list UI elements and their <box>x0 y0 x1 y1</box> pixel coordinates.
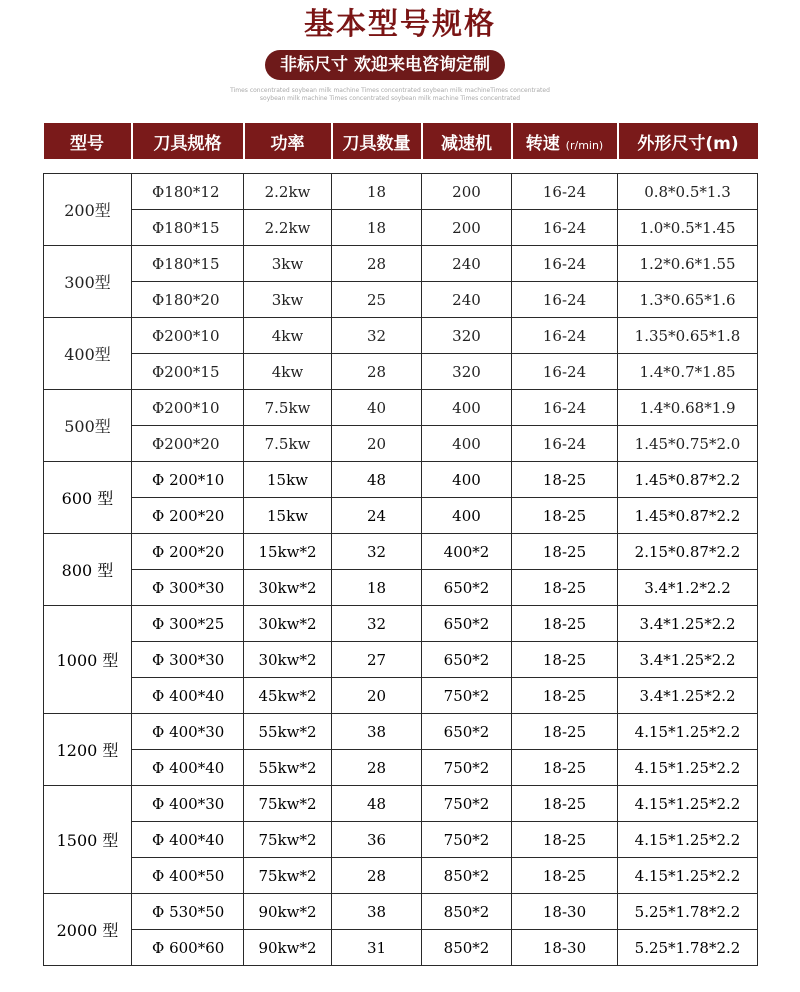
knife-spec-cell: Φ 200*10 <box>132 462 244 498</box>
knife-spec-cell: Φ200*15 <box>132 354 244 390</box>
dimensions-cell: 3.4*1.25*2.2 <box>618 642 758 678</box>
reducer-cell: 320 <box>422 318 512 354</box>
knife-spec-cell: Φ200*10 <box>132 318 244 354</box>
header-cell-model: 型号 <box>44 123 132 159</box>
power-cell: 90kw*2 <box>244 930 332 966</box>
power-cell: 2.2kw <box>244 174 332 210</box>
table-row <box>44 750 758 786</box>
dimensions-cell: 4.15*1.25*2.2 <box>618 714 758 750</box>
speed-cell: 16-24 <box>512 246 618 282</box>
knife-spec-cell: Φ 300*30 <box>132 570 244 606</box>
spec-table-header <box>44 123 758 174</box>
power-cell: 30kw*2 <box>244 570 332 606</box>
speed-cell: 18-25 <box>512 498 618 534</box>
speed-cell: 16-24 <box>512 318 618 354</box>
reducer-cell: 850*2 <box>422 930 512 966</box>
dimensions-cell: 4.15*1.25*2.2 <box>618 786 758 822</box>
watermark-line-2: soybean milk machine Times concentrated soybean milk machine Times concentrated <box>259 95 521 102</box>
reducer-cell: 850*2 <box>422 894 512 930</box>
power-cell: 3kw <box>244 246 332 282</box>
speed-label: 转速 <box>525 133 560 154</box>
knife-spec-cell: Φ200*20 <box>132 426 244 462</box>
speed-cell: 18-25 <box>512 462 618 498</box>
reducer-cell: 750*2 <box>422 678 512 714</box>
knife-spec-cell: Φ 600*60 <box>132 930 244 966</box>
reducer-cell: 200 <box>422 210 512 246</box>
model-cell: 800 型 <box>44 534 132 606</box>
power-cell: 75kw*2 <box>244 822 332 858</box>
power-cell: 4kw <box>244 354 332 390</box>
reducer-cell: 400*2 <box>422 534 512 570</box>
speed-cell: 18-25 <box>512 678 618 714</box>
dimensions-cell: 1.45*0.87*2.2 <box>618 462 758 498</box>
speed-cell: 18-25 <box>512 714 618 750</box>
reducer-cell: 240 <box>422 246 512 282</box>
header-cell-speed <box>512 123 618 159</box>
table-row <box>44 534 758 570</box>
speed-cell: 16-24 <box>512 426 618 462</box>
knife-count-cell: 40 <box>332 390 422 426</box>
model-cell: 200型 <box>44 174 132 246</box>
dimensions-cell: 1.4*0.7*1.85 <box>618 354 758 390</box>
table-row <box>44 714 758 750</box>
dimensions-cell: 4.15*1.25*2.2 <box>618 858 758 894</box>
knife-count-cell: 28 <box>332 858 422 894</box>
knife-count-cell: 28 <box>332 246 422 282</box>
knife-spec-cell: Φ 530*50 <box>132 894 244 930</box>
table-row <box>44 858 758 894</box>
dimensions-cell: 1.0*0.5*1.45 <box>618 210 758 246</box>
knife-count-cell: 20 <box>332 678 422 714</box>
knife-count-cell: 25 <box>332 282 422 318</box>
speed-cell: 16-24 <box>512 354 618 390</box>
knife-spec-cell: Φ 300*30 <box>132 642 244 678</box>
power-cell: 15kw <box>244 462 332 498</box>
knife-count-cell: 18 <box>332 210 422 246</box>
speed-cell: 18-30 <box>512 894 618 930</box>
table-row <box>44 642 758 678</box>
power-cell: 3kw <box>244 282 332 318</box>
table-row <box>44 390 758 426</box>
table-row <box>44 678 758 714</box>
knife-count-cell: 27 <box>332 642 422 678</box>
speed-cell: 18-25 <box>512 822 618 858</box>
dimensions-cell: 4.15*1.25*2.2 <box>618 822 758 858</box>
table-row <box>44 894 758 930</box>
table-row <box>44 570 758 606</box>
table-row <box>44 210 758 246</box>
header-cell-power: 功率 <box>244 123 332 159</box>
table-row <box>44 282 758 318</box>
power-cell: 30kw*2 <box>244 642 332 678</box>
reducer-cell: 750*2 <box>422 786 512 822</box>
dimensions-cell: 4.15*1.25*2.2 <box>618 750 758 786</box>
knife-count-cell: 32 <box>332 606 422 642</box>
model-cell: 1000 型 <box>44 606 132 714</box>
table-row <box>44 930 758 966</box>
power-cell: 2.2kw <box>244 210 332 246</box>
knife-spec-cell: Φ180*15 <box>132 210 244 246</box>
reducer-cell: 650*2 <box>422 714 512 750</box>
model-cell: 2000 型 <box>44 894 132 966</box>
reducer-cell: 850*2 <box>422 858 512 894</box>
power-cell: 30kw*2 <box>244 606 332 642</box>
dimensions-cell: 1.35*0.65*1.8 <box>618 318 758 354</box>
knife-spec-cell: Φ180*15 <box>132 246 244 282</box>
speed-cell: 18-30 <box>512 930 618 966</box>
power-cell: 7.5kw <box>244 426 332 462</box>
speed-unit: (r/min) <box>565 138 604 152</box>
spec-table <box>43 123 758 966</box>
knife-count-cell: 24 <box>332 498 422 534</box>
power-cell: 7.5kw <box>244 390 332 426</box>
watermark-line-1: Times concentrated soybean milk machine Times concentrated soybean milk machineTimes concentrated <box>230 87 550 94</box>
knife-count-cell: 32 <box>332 534 422 570</box>
speed-cell: 16-24 <box>512 210 618 246</box>
dimensions-cell: 3.4*1.2*2.2 <box>618 570 758 606</box>
page-title: 基本型号规格 <box>304 7 496 42</box>
model-cell: 600 型 <box>44 462 132 534</box>
knife-count-cell: 36 <box>332 822 422 858</box>
knife-count-cell: 38 <box>332 714 422 750</box>
header-cell-dimensions: 外形尺寸(m) <box>618 123 758 159</box>
reducer-cell: 400 <box>422 390 512 426</box>
knife-count-cell: 28 <box>332 354 422 390</box>
header-gap <box>44 159 758 174</box>
speed-cell: 16-24 <box>512 390 618 426</box>
reducer-cell: 650*2 <box>422 606 512 642</box>
speed-cell: 18-25 <box>512 786 618 822</box>
model-cell: 300型 <box>44 246 132 318</box>
knife-count-cell: 20 <box>332 426 422 462</box>
knife-spec-cell: Φ 400*30 <box>132 786 244 822</box>
reducer-cell: 240 <box>422 282 512 318</box>
power-cell: 45kw*2 <box>244 678 332 714</box>
reducer-cell: 750*2 <box>422 750 512 786</box>
knife-count-cell: 31 <box>332 930 422 966</box>
table-row <box>44 786 758 822</box>
spec-table-body <box>44 174 758 966</box>
custom-size-badge: 非标尺寸 欢迎来电咨询定制 <box>265 50 505 80</box>
power-cell: 75kw*2 <box>244 786 332 822</box>
knife-spec-cell: Φ 200*20 <box>132 498 244 534</box>
reducer-cell: 650*2 <box>422 642 512 678</box>
reducer-cell: 400 <box>422 498 512 534</box>
power-cell: 4kw <box>244 318 332 354</box>
table-row <box>44 498 758 534</box>
reducer-cell: 400 <box>422 426 512 462</box>
model-cell: 1200 型 <box>44 714 132 786</box>
header-cell-knife-count: 刀具数量 <box>332 123 422 159</box>
power-cell: 75kw*2 <box>244 858 332 894</box>
reducer-cell: 750*2 <box>422 822 512 858</box>
dimensions-cell: 2.15*0.87*2.2 <box>618 534 758 570</box>
dimensions-cell: 3.4*1.25*2.2 <box>618 606 758 642</box>
dimensions-cell: 1.4*0.68*1.9 <box>618 390 758 426</box>
reducer-cell: 200 <box>422 174 512 210</box>
table-row <box>44 462 758 498</box>
table-row <box>44 246 758 282</box>
knife-spec-cell: Φ180*20 <box>132 282 244 318</box>
speed-cell: 16-24 <box>512 174 618 210</box>
knife-spec-cell: Φ 400*40 <box>132 822 244 858</box>
speed-cell: 16-24 <box>512 282 618 318</box>
dimensions-cell: 3.4*1.25*2.2 <box>618 678 758 714</box>
power-cell: 55kw*2 <box>244 714 332 750</box>
header-cell-knife-spec: 刀具规格 <box>132 123 244 159</box>
knife-count-cell: 48 <box>332 786 422 822</box>
speed-cell: 18-25 <box>512 642 618 678</box>
dimensions-cell: 1.45*0.75*2.0 <box>618 426 758 462</box>
power-cell: 55kw*2 <box>244 750 332 786</box>
knife-spec-cell: Φ 400*30 <box>132 714 244 750</box>
knife-spec-cell: Φ 200*20 <box>132 534 244 570</box>
table-row <box>44 174 758 210</box>
knife-spec-cell: Φ180*12 <box>132 174 244 210</box>
speed-cell: 18-25 <box>512 750 618 786</box>
header-cell-reducer: 减速机 <box>422 123 512 159</box>
knife-count-cell: 32 <box>332 318 422 354</box>
speed-cell: 18-25 <box>512 858 618 894</box>
table-row <box>44 606 758 642</box>
dimensions-cell: 1.2*0.6*1.55 <box>618 246 758 282</box>
table-row <box>44 426 758 462</box>
model-cell: 500型 <box>44 390 132 462</box>
knife-count-cell: 38 <box>332 894 422 930</box>
reducer-cell: 320 <box>422 354 512 390</box>
speed-cell: 18-25 <box>512 606 618 642</box>
power-cell: 15kw <box>244 498 332 534</box>
knife-count-cell: 18 <box>332 570 422 606</box>
knife-spec-cell: Φ 400*40 <box>132 678 244 714</box>
knife-spec-cell: Φ 400*50 <box>132 858 244 894</box>
reducer-cell: 650*2 <box>422 570 512 606</box>
knife-spec-cell: Φ 300*25 <box>132 606 244 642</box>
reducer-cell: 400 <box>422 462 512 498</box>
dimensions-cell: 0.8*0.5*1.3 <box>618 174 758 210</box>
watermark-caption <box>220 87 560 103</box>
power-cell: 90kw*2 <box>244 894 332 930</box>
table-row <box>44 318 758 354</box>
knife-count-cell: 18 <box>332 174 422 210</box>
knife-spec-cell: Φ200*10 <box>132 390 244 426</box>
speed-cell: 18-25 <box>512 570 618 606</box>
dimensions-cell: 1.45*0.87*2.2 <box>618 498 758 534</box>
dimensions-cell: 1.3*0.65*1.6 <box>618 282 758 318</box>
dimensions-cell: 5.25*1.78*2.2 <box>618 894 758 930</box>
speed-cell: 18-25 <box>512 534 618 570</box>
knife-spec-cell: Φ 400*40 <box>132 750 244 786</box>
knife-count-cell: 48 <box>332 462 422 498</box>
model-cell: 1500 型 <box>44 786 132 894</box>
table-row <box>44 354 758 390</box>
table-row <box>44 822 758 858</box>
power-cell: 15kw*2 <box>244 534 332 570</box>
dimensions-cell: 5.25*1.78*2.2 <box>618 930 758 966</box>
model-cell: 400型 <box>44 318 132 390</box>
knife-count-cell: 28 <box>332 750 422 786</box>
